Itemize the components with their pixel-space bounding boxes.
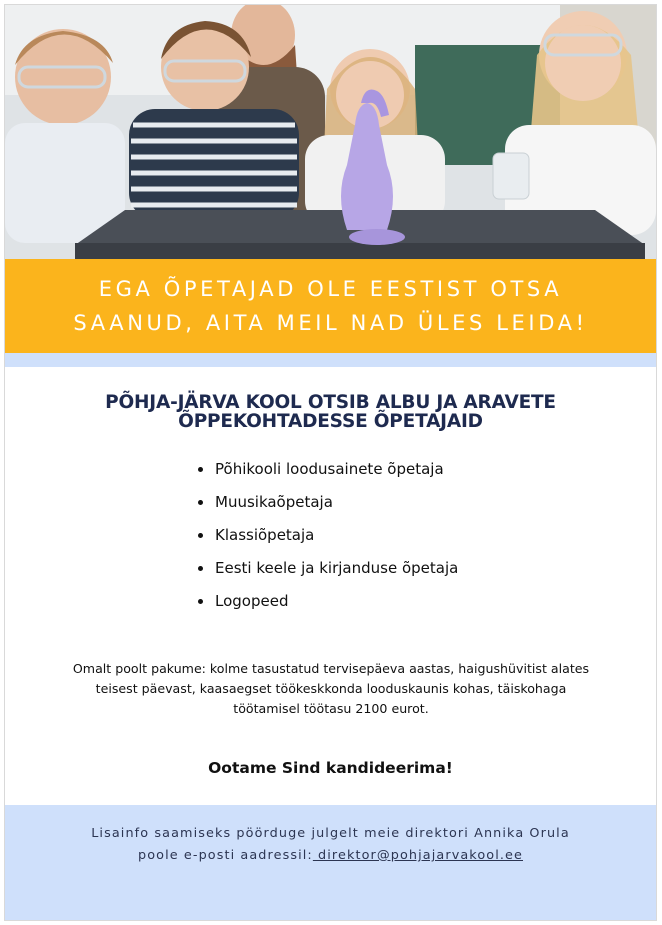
list-item: Eesti keele ja kirjanduse õpetaja — [195, 554, 458, 587]
contact-prefix: poole e-posti aadressil: — [138, 848, 313, 863]
positions-list — [195, 455, 458, 620]
headline-line-2: SAANUD, AITA MEIL NAD ÜLES LEIDA! — [73, 311, 588, 335]
headline-line-1: EGA ÕPETAJAD OLE EESTIST OTSA — [98, 277, 563, 301]
contact-line-1: Lisainfo saamiseks pöörduge julgelt meie direktori Annika Orula — [91, 826, 570, 841]
offer-line-3: töötamisel töötasu 2100 eurot. — [233, 701, 429, 716]
headline-banner — [5, 259, 656, 353]
list-item: Logopeed — [195, 587, 458, 620]
hero-photo — [5, 5, 656, 259]
email-link[interactable]: direktor@pohjajarvakool.ee — [312, 848, 523, 863]
title-line-1: PÕHJA-JÄRVA KOOL OTSIB ALBU JA ARAVETE — [105, 392, 556, 413]
list-item: Muusikaõpetaja — [195, 488, 458, 521]
title-line-2: ÕPPEKOHTADESSE ÕPETAJAID — [178, 411, 483, 432]
call-to-action: Ootame Sind kandideerima! — [208, 759, 453, 777]
list-item: Põhikooli loodusainete õpetaja — [195, 455, 458, 488]
offer-paragraph — [33, 659, 629, 719]
contact-info — [25, 823, 636, 867]
list-item: Klassiõpetaja — [195, 521, 458, 554]
page-title — [35, 393, 626, 431]
poster — [4, 4, 657, 921]
contact-line-2 — [25, 845, 636, 867]
offer-line-2: teisest päevast, kaasaegset töökeskkonda looduskaunis kohas, täiskohaga — [95, 681, 567, 696]
footer — [5, 805, 656, 921]
offer-line-1: Omalt poolt pakume: kolme tasustatud tervisepäeva aastas, haigushüvitist alates — [72, 661, 590, 676]
divider-stripe — [5, 353, 656, 367]
